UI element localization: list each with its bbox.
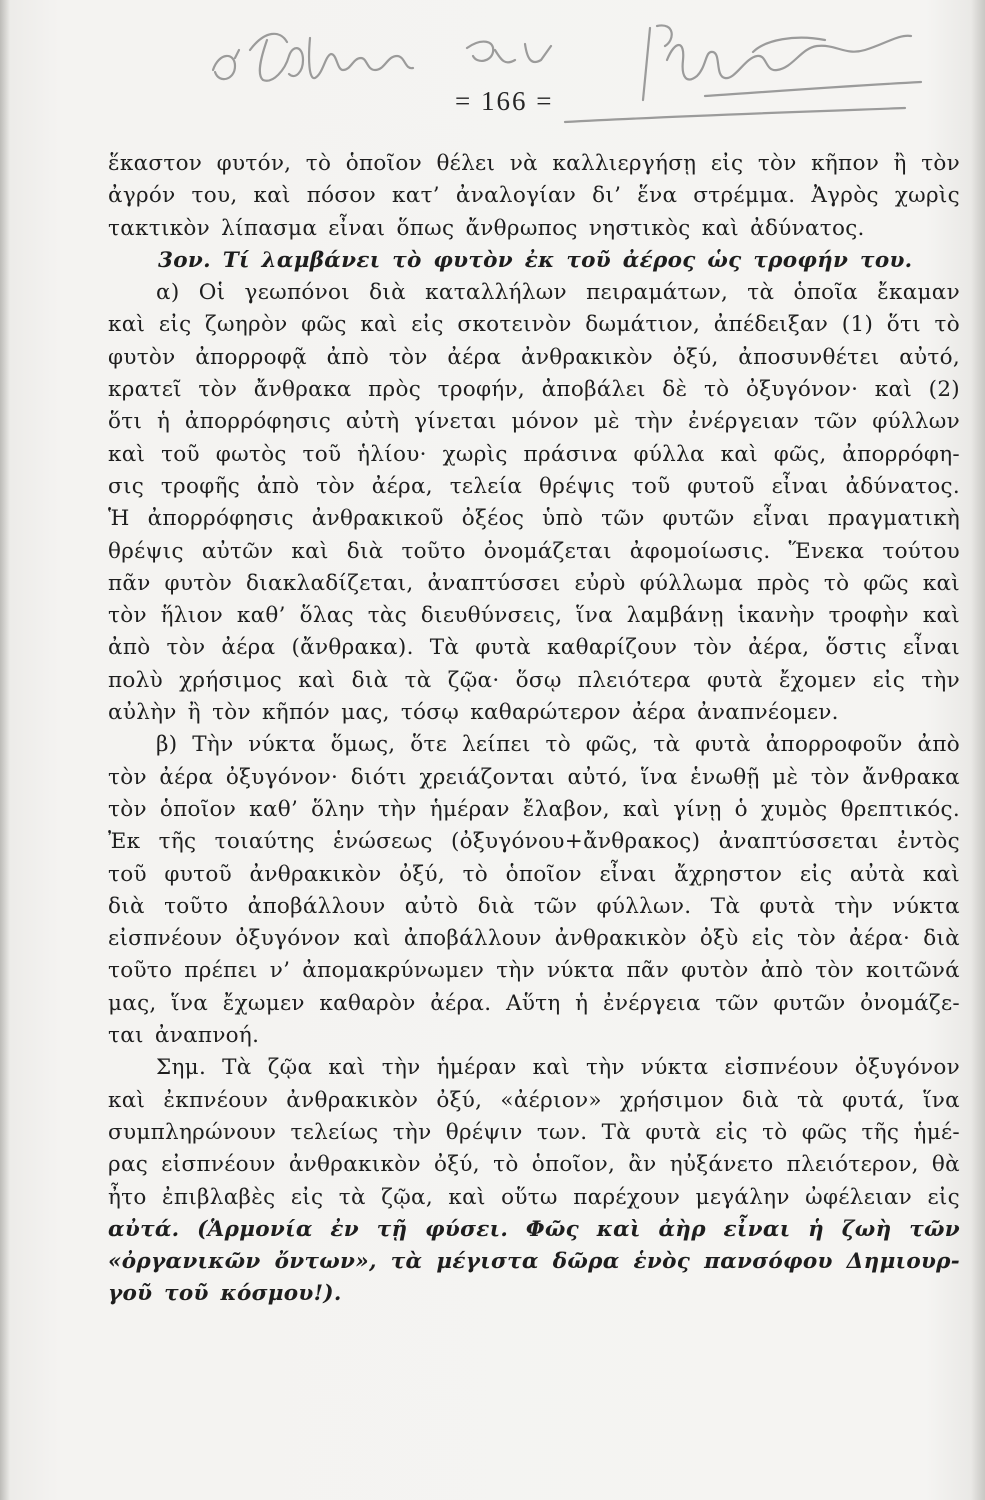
section-heading: 3ον. Τί λαμβάνει τὸ φυτὸν ἐκ τοῦ ἀέρος ὡς τροφήν του. [158, 247, 913, 273]
text-line: αὐλὴν ἢ τὸν κῆπόν μας, τόσῳ καθαρώτερον ἀέρα ἀναπνέομεν. [108, 700, 839, 726]
text-line: ἕκαστον φυτόν, τὸ ὁποῖον θέλει νὰ καλλιεργήσῃ εἰς τὸν κῆπον ἢ τὸν [108, 151, 960, 176]
body-text [108, 148, 960, 1311]
text-line: καὶ εἰς ζωηρὸν φῶς καὶ εἰς σκοτεινὸν δωμάτιον, ἀπέδειξαν (1) ὅτι τὸ [108, 312, 960, 338]
text-line: τὸν ὁποῖον καθ’ ὅλην τὴν ἡμέραν ἔλαβον, καὶ γίνῃ ὁ χυμὸς θρεπτικός. [108, 796, 960, 822]
text-line: σις τροφῆς ἀπὸ τὸν ἀέρα, τελεία θρέψις τοῦ φυτοῦ εἶναι ἀδύνατος. [108, 473, 960, 499]
text-line: αὐτά. (Ἁρμονία ἐν τῇ φύσει. Φῶς καὶ ἀὴρ εἶναι ἡ ζωὴ τῶν [108, 1216, 960, 1242]
text-line: Ἐκ τῆς τοιαύτης ἑνώσεως (ὀξυγόνου+ἄνθρακος) ἀναπτύσσεται ἐντὸς [108, 829, 960, 855]
text-line: ρας εἰσπνέουν ἀνθρακικὸν ὀξύ, τὸ ὁποῖον, ἂν ηὐξάνετο πλειότερον, θὰ [108, 1152, 960, 1178]
text-line: τὸν ἥλιον καθ’ ὅλας τὰς διευθύνσεις, ἵνα λαμβάνῃ ἱκανὴν τροφὴν καὶ [108, 603, 960, 629]
text-line: μας, ἵνα ἔχωμεν καθαρὸν ἀέρα. Αὕτη ἡ ἐνέργεια τῶν φυτῶν ὀνομάζε- [108, 990, 960, 1016]
text-line: πολὺ χρήσιμος καὶ διὰ τὰ ζῷα· ὅσῳ πλειότερα φυτὰ ἔχομεν εἰς τὴν [108, 667, 960, 693]
note-line: Σημ. Τὰ ζῷα καὶ τὴν ἡμέραν καὶ τὴν νύκτα εἰσπνέουν ὀξυγόνον [156, 1055, 960, 1081]
page-right-edge [971, 0, 985, 1500]
text-line: καὶ ἐκπνέουν ἀνθρακικὸν ὀξύ, «ἀέριον» χρήσιμον διὰ τὰ φυτά, ἵνα [108, 1087, 960, 1113]
text-line: τὸν ἀέρα ὀξυγόνον· διότι χρειάζονται αὐτό, ἵνα ἑνωθῇ μὲ τὸν ἄνθρακα [108, 764, 960, 790]
text-line: κρατεῖ τὸν ἄνθρακα πρὸς τροφήν, ἀποβάλει δὲ τὸ ὀξυγόνον· καὶ (2) [108, 377, 960, 403]
text-line: συμπληρώνουν τελείως τὴν θρέψιν των. Τὰ φυτὰ εἰς τὸ φῶς τῆς ἡμέ- [108, 1119, 960, 1145]
text-line: β) Τὴν νύκτα ὅμως, ὅτε λείπει τὸ φῶς, τὰ φυτὰ ἀπορροφοῦν ἀπὸ [156, 732, 960, 758]
text-line: εἰσπνέουν ὀξυγόνον καὶ ἀποβάλλουν ἀνθρακικὸν ὀξὺ εἰς τὸν ἀέρα· διὰ [108, 926, 960, 952]
page-number: = 166 = [455, 86, 554, 116]
text-line: πᾶν φυτὸν διακλαδίζεται, ἀναπτύσσει εὐρὺ φύλλωμα πρὸς τὸ φῶς καὶ [108, 570, 960, 596]
text-line: ται ἀναπνοή. [108, 1023, 260, 1049]
page-left-edge [0, 0, 10, 1500]
text-line: ἀπὸ τὸν ἀέρα (ἄνθρακα). Τὰ φυτὰ καθαρίζουν τὸν ἀέρα, ὅστις εἶναι [108, 635, 960, 661]
text-line: θρέψις αὐτῶν καὶ διὰ τοῦτο ὀνομάζεται ἀφομοίωσις. Ἕνεκα τούτου [108, 538, 960, 564]
text-line: α) Οἱ γεωπόνοι διὰ καταλλήλων πειραμάτων, τὰ ὁποῖα ἔκαμαν [156, 280, 960, 306]
text-line: φυτὸν ἀπορροφᾷ ἀπὸ τὸν ἀέρα ἀνθρακικὸν ὀξύ, ἀποσυνθέτει αὐτό, [108, 344, 960, 370]
text-line: τοῦ φυτοῦ ἀνθρακικὸν ὀξύ, τὸ ὁποῖον εἶναι ἄχρηστον εἰς αὐτὰ καὶ [108, 861, 960, 887]
text-line: γοῦ τοῦ κόσμου!). [108, 1281, 342, 1307]
text-line: καὶ τοῦ φωτὸς τοῦ ἡλίου· χωρὶς πράσινα φύλλα καὶ φῶς, ἀπορρόφη- [108, 441, 960, 467]
text-line: ἀγρόν του, καὶ πόσον κατ’ ἀναλογίαν δι’ ἕνα στρέμμα. Ἀγρὸς χωρὶς [108, 183, 960, 209]
text-line: «ὀργανικῶν ὄντων», τὰ μέγιστα δῶρα ἑνὸς πανσόφου Δημιουρ- [108, 1249, 960, 1275]
text-line: διὰ τοῦτο ἀποβάλλουν αὐτὸ διὰ τῶν φύλλων. Τὰ φυτὰ τὴν νύκτα [108, 893, 960, 919]
text-line: Ἡ ἀπορρόφησις ἀνθρακικοῦ ὀξέος ὑπὸ τῶν φυτῶν εἶναι πραγματικὴ [108, 506, 960, 532]
text-line: ἦτο ἐπιβλαβὲς εἰς τὰ ζῷα, καὶ οὕτω παρέχουν μεγάλην ὠφέλειαν εἰς [108, 1184, 960, 1210]
text-line: τακτικὸν λίπασμα εἶναι ὅπως ἄνθρωπος νηστικὸς καὶ ἀδύνατος. [108, 215, 865, 241]
handwritten-signature [205, 0, 925, 135]
text-line: ὅτι ἡ ἀπορρόφησις αὐτὴ γίνεται μόνον μὲ τὴν ἐνέργειαν τῶν φύλλων [108, 409, 960, 435]
text-line: τοῦτο πρέπει ν’ ἀπομακρύνωμεν τὴν νύκτα πᾶν φυτὸν ἀπὸ τὸν κοιτῶνά [108, 958, 960, 984]
